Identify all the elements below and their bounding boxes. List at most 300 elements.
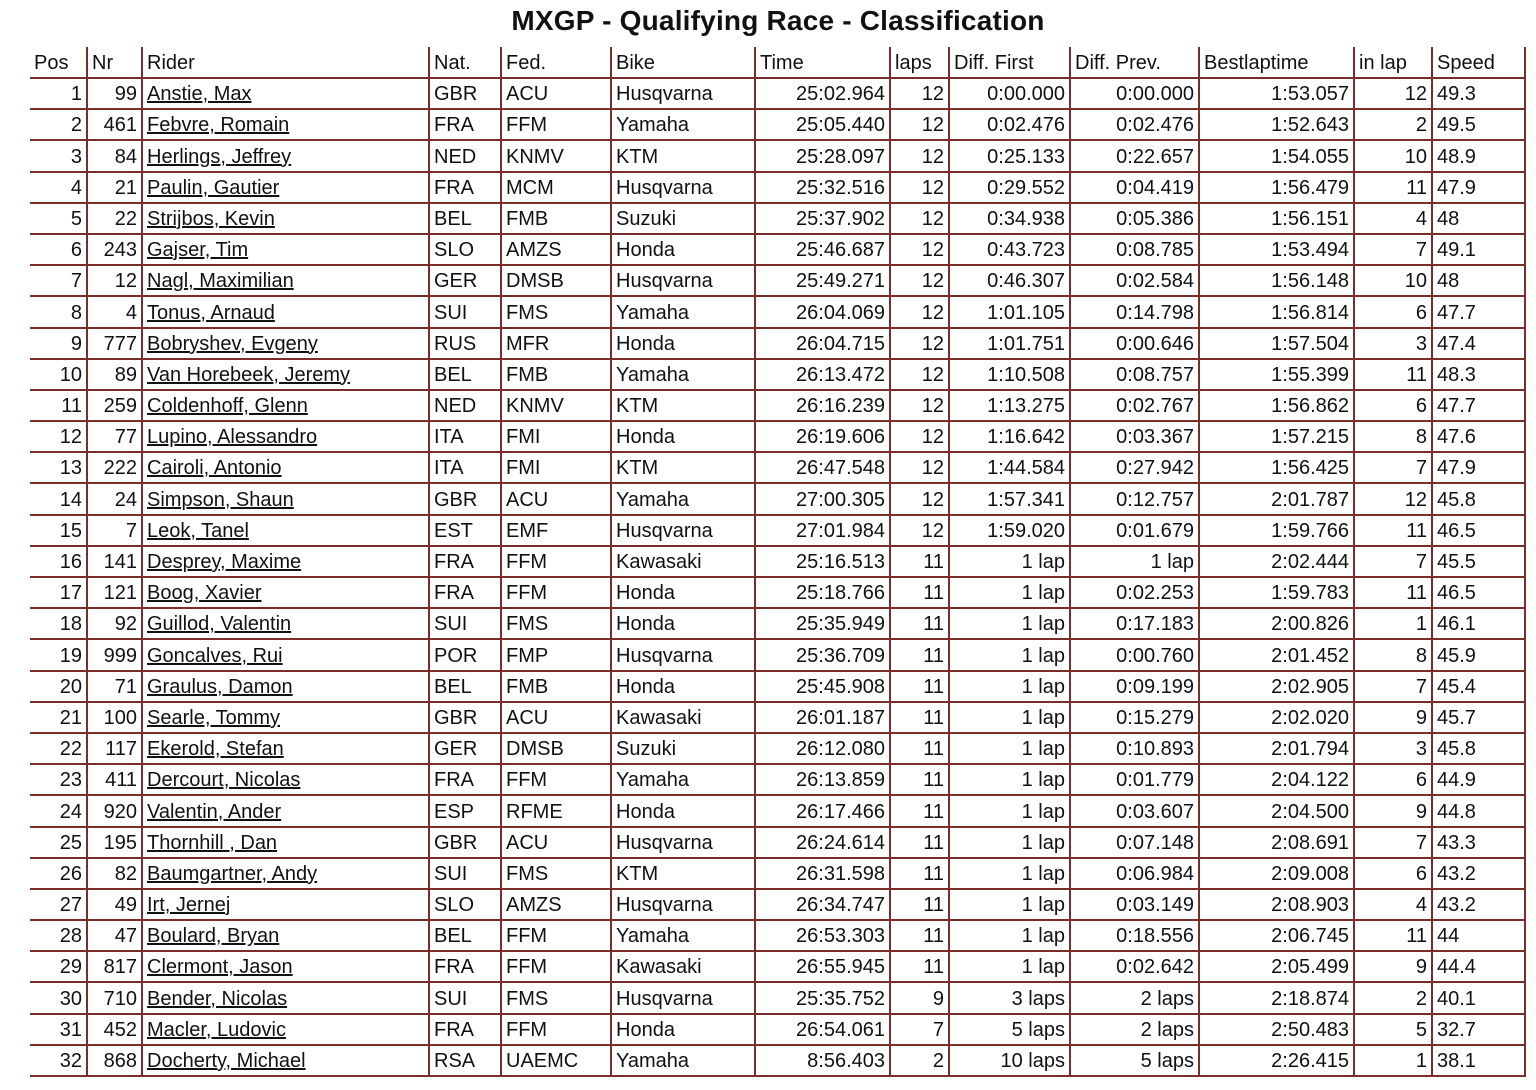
cell-nat: FRA — [430, 952, 502, 983]
cell-nr: 999 — [88, 640, 143, 671]
rider-link[interactable]: Boog, Xavier — [147, 582, 262, 605]
cell-nr: 117 — [88, 734, 143, 765]
cell-in-lap: 1 — [1355, 609, 1433, 640]
cell-fed: AMZS — [502, 890, 612, 921]
table-row — [30, 796, 1526, 827]
rider-link[interactable]: Lupino, Alessandro — [147, 426, 318, 449]
cell-laps: 9 — [891, 983, 950, 1014]
rider-link[interactable]: Dercourt, Nicolas — [147, 769, 301, 792]
cell-speed: 44 — [1433, 921, 1526, 952]
cell-bestlaptime: 1:59.766 — [1200, 516, 1355, 547]
cell-rider — [143, 828, 430, 859]
cell-laps: 12 — [891, 266, 950, 297]
cell-bestlaptime: 2:01.794 — [1200, 734, 1355, 765]
cell-nat: NED — [430, 141, 502, 172]
cell-bestlaptime: 2:01.452 — [1200, 640, 1355, 671]
cell-time: 25:45.908 — [756, 672, 891, 703]
cell-nr: 411 — [88, 765, 143, 796]
cell-pos: 17 — [30, 578, 88, 609]
cell-time: 26:31.598 — [756, 859, 891, 890]
cell-in-lap: 9 — [1355, 796, 1433, 827]
cell-rider — [143, 110, 430, 141]
cell-fed: FFM — [502, 578, 612, 609]
cell-fed: FMB — [502, 360, 612, 391]
cell-fed: KNMV — [502, 141, 612, 172]
cell-laps: 12 — [891, 141, 950, 172]
cell-nat: SUI — [430, 609, 502, 640]
cell-fed: FMB — [502, 204, 612, 235]
cell-nr: 259 — [88, 391, 143, 422]
cell-nr: 7 — [88, 516, 143, 547]
cell-fed: ACU — [502, 828, 612, 859]
cell-diff-first: 0:29.552 — [950, 173, 1071, 204]
cell-diff-first: 0:46.307 — [950, 266, 1071, 297]
table-row — [30, 609, 1526, 640]
cell-laps: 12 — [891, 110, 950, 141]
cell-speed: 46.5 — [1433, 578, 1526, 609]
cell-bestlaptime: 1:56.425 — [1200, 453, 1355, 484]
cell-fed: AMZS — [502, 235, 612, 266]
cell-bike: Kawasaki — [612, 547, 756, 578]
cell-diff-first: 1:13.275 — [950, 391, 1071, 422]
cell-nat: POR — [430, 640, 502, 671]
cell-diff-first: 1 lap — [950, 578, 1071, 609]
cell-time: 26:01.187 — [756, 703, 891, 734]
cell-bestlaptime: 1:53.494 — [1200, 235, 1355, 266]
rider-link[interactable]: Valentin, Ander — [147, 800, 282, 823]
cell-diff-prev: 0:00.000 — [1071, 79, 1200, 110]
cell-nat: FRA — [430, 578, 502, 609]
cell-time: 26:04.069 — [756, 297, 891, 328]
cell-bestlaptime: 2:04.122 — [1200, 765, 1355, 796]
cell-nr: 71 — [88, 672, 143, 703]
cell-nat: GBR — [430, 79, 502, 110]
cell-nr: 4 — [88, 297, 143, 328]
table-row — [30, 1046, 1526, 1077]
cell-pos: 1 — [30, 79, 88, 110]
cell-nr: 461 — [88, 110, 143, 141]
cell-time: 26:17.466 — [756, 796, 891, 827]
cell-speed: 47.9 — [1433, 453, 1526, 484]
cell-speed: 45.9 — [1433, 640, 1526, 671]
cell-time: 26:24.614 — [756, 828, 891, 859]
cell-nat: FRA — [430, 173, 502, 204]
cell-laps: 12 — [891, 516, 950, 547]
cell-in-lap: 11 — [1355, 921, 1433, 952]
cell-bestlaptime: 2:05.499 — [1200, 952, 1355, 983]
cell-fed: FMB — [502, 672, 612, 703]
table-row — [30, 578, 1526, 609]
cell-fed: ACU — [502, 484, 612, 515]
cell-in-lap: 9 — [1355, 703, 1433, 734]
cell-diff-first: 0:34.938 — [950, 204, 1071, 235]
cell-rider — [143, 952, 430, 983]
cell-fed: FFM — [502, 1015, 612, 1046]
cell-bike: Yamaha — [612, 297, 756, 328]
cell-bestlaptime: 2:08.691 — [1200, 828, 1355, 859]
rider-link[interactable]: Cairoli, Antonio — [147, 457, 282, 480]
rider-link[interactable]: Ekerold, Stefan — [147, 738, 284, 761]
cell-fed: FFM — [502, 952, 612, 983]
cell-time: 26:12.080 — [756, 734, 891, 765]
rider-link[interactable]: Gajser, Tim — [147, 239, 249, 262]
header-time: Time — [756, 47, 891, 79]
page-title: MXGP - Qualifying Race - Classification — [511, 5, 1045, 36]
cell-diff-prev: 0:01.779 — [1071, 765, 1200, 796]
cell-nr: 920 — [88, 796, 143, 827]
table-row — [30, 266, 1526, 297]
cell-bike: KTM — [612, 391, 756, 422]
cell-nr: 24 — [88, 484, 143, 515]
cell-diff-first: 1:16.642 — [950, 422, 1071, 453]
cell-time: 25:18.766 — [756, 578, 891, 609]
rider-link[interactable]: Graulus, Damon — [147, 675, 293, 698]
table-row — [30, 329, 1526, 360]
cell-speed: 48.3 — [1433, 360, 1526, 391]
rider-link[interactable]: Simpson, Shaun — [147, 488, 294, 511]
cell-bestlaptime: 2:50.483 — [1200, 1015, 1355, 1046]
cell-time: 26:04.715 — [756, 329, 891, 360]
cell-nat: SUI — [430, 297, 502, 328]
cell-bike: Honda — [612, 672, 756, 703]
cell-bestlaptime: 2:18.874 — [1200, 983, 1355, 1014]
rider-link[interactable]: Strijbos, Kevin — [147, 207, 275, 230]
cell-fed: FMI — [502, 422, 612, 453]
cell-in-lap: 8 — [1355, 640, 1433, 671]
cell-diff-prev: 0:07.148 — [1071, 828, 1200, 859]
header-fed: Fed. — [502, 47, 612, 79]
cell-fed: FMS — [502, 609, 612, 640]
rider-link[interactable]: Bender, Nicolas — [147, 987, 288, 1010]
cell-laps: 11 — [891, 734, 950, 765]
header-bike: Bike — [612, 47, 756, 79]
cell-time: 26:47.548 — [756, 453, 891, 484]
table-row — [30, 297, 1526, 328]
cell-time: 25:35.752 — [756, 983, 891, 1014]
cell-rider — [143, 1046, 430, 1077]
cell-speed: 47.4 — [1433, 329, 1526, 360]
cell-fed: FMS — [502, 297, 612, 328]
table-row — [30, 110, 1526, 141]
header-rider: Rider — [143, 47, 430, 79]
cell-speed: 32.7 — [1433, 1015, 1526, 1046]
cell-rider — [143, 329, 430, 360]
cell-diff-first: 1 lap — [950, 796, 1071, 827]
cell-in-lap: 4 — [1355, 204, 1433, 235]
cell-bike: KTM — [612, 453, 756, 484]
cell-rider — [143, 734, 430, 765]
cell-time: 8:56.403 — [756, 1046, 891, 1077]
cell-in-lap: 7 — [1355, 547, 1433, 578]
cell-fed: FFM — [502, 921, 612, 952]
cell-rider — [143, 266, 430, 297]
cell-nat: ITA — [430, 422, 502, 453]
cell-bike: Husqvarna — [612, 890, 756, 921]
cell-fed: FMS — [502, 983, 612, 1014]
cell-in-lap: 11 — [1355, 360, 1433, 391]
rider-link[interactable]: Van Horebeek, Jeremy — [147, 363, 351, 386]
rider-link[interactable]: Clermont, Jason — [147, 956, 293, 979]
rider-link[interactable]: Thornhill , Dan — [147, 831, 278, 854]
header-diff-first: Diff. First — [950, 47, 1071, 79]
cell-bestlaptime: 2:09.008 — [1200, 859, 1355, 890]
cell-rider — [143, 484, 430, 515]
cell-bestlaptime: 1:56.148 — [1200, 266, 1355, 297]
cell-pos: 31 — [30, 1015, 88, 1046]
cell-nat: BEL — [430, 360, 502, 391]
cell-in-lap: 6 — [1355, 391, 1433, 422]
cell-bike: Yamaha — [612, 110, 756, 141]
cell-fed: FMP — [502, 640, 612, 671]
cell-rider — [143, 1015, 430, 1046]
cell-speed: 48 — [1433, 266, 1526, 297]
rider-link[interactable]: Anstie, Max — [147, 83, 252, 106]
cell-fed: UAEMC — [502, 1046, 612, 1077]
cell-pos: 9 — [30, 329, 88, 360]
cell-nr: 222 — [88, 453, 143, 484]
cell-diff-first: 1 lap — [950, 859, 1071, 890]
cell-bike: Husqvarna — [612, 516, 756, 547]
cell-time: 26:53.303 — [756, 921, 891, 952]
cell-rider — [143, 547, 430, 578]
cell-bestlaptime: 1:56.479 — [1200, 173, 1355, 204]
cell-in-lap: 11 — [1355, 578, 1433, 609]
cell-laps: 11 — [891, 890, 950, 921]
cell-in-lap: 6 — [1355, 765, 1433, 796]
cell-bestlaptime: 2:02.444 — [1200, 547, 1355, 578]
cell-speed: 47.7 — [1433, 297, 1526, 328]
rider-link[interactable]: Tonus, Arnaud — [147, 301, 275, 324]
cell-time: 26:16.239 — [756, 391, 891, 422]
cell-diff-prev: 0:00.760 — [1071, 640, 1200, 671]
cell-in-lap: 4 — [1355, 890, 1433, 921]
cell-pos: 21 — [30, 703, 88, 734]
cell-diff-prev: 0:02.642 — [1071, 952, 1200, 983]
table-row — [30, 422, 1526, 453]
rider-link[interactable]: Coldenhoff, Glenn — [147, 395, 308, 418]
cell-diff-first: 1 lap — [950, 703, 1071, 734]
cell-pos: 22 — [30, 734, 88, 765]
cell-nr: 12 — [88, 266, 143, 297]
cell-laps: 11 — [891, 765, 950, 796]
cell-bike: Husqvarna — [612, 640, 756, 671]
cell-diff-prev: 0:00.646 — [1071, 329, 1200, 360]
cell-fed: KNMV — [502, 391, 612, 422]
cell-time: 26:19.606 — [756, 422, 891, 453]
cell-rider — [143, 765, 430, 796]
cell-nr: 47 — [88, 921, 143, 952]
cell-pos: 16 — [30, 547, 88, 578]
cell-fed: EMF — [502, 516, 612, 547]
cell-in-lap: 2 — [1355, 110, 1433, 141]
cell-laps: 12 — [891, 297, 950, 328]
rider-link[interactable]: Leok, Tanel — [147, 519, 249, 542]
cell-diff-first: 1 lap — [950, 828, 1071, 859]
cell-laps: 11 — [891, 703, 950, 734]
cell-time: 25:49.271 — [756, 266, 891, 297]
cell-diff-prev: 5 laps — [1071, 1046, 1200, 1077]
cell-diff-first: 1 lap — [950, 921, 1071, 952]
cell-pos: 2 — [30, 110, 88, 141]
rider-link[interactable]: Goncalves, Rui — [147, 644, 283, 667]
table-row — [30, 890, 1526, 921]
cell-nat: SUI — [430, 983, 502, 1014]
cell-nat: BEL — [430, 921, 502, 952]
cell-rider — [143, 422, 430, 453]
cell-speed: 45.5 — [1433, 547, 1526, 578]
cell-in-lap: 3 — [1355, 734, 1433, 765]
cell-rider — [143, 890, 430, 921]
results-body — [30, 79, 1526, 1077]
cell-rider — [143, 297, 430, 328]
cell-rider — [143, 453, 430, 484]
cell-diff-prev: 0:05.386 — [1071, 204, 1200, 235]
cell-diff-first: 1 lap — [950, 765, 1071, 796]
rider-link[interactable]: Desprey, Maxime — [147, 551, 302, 573]
cell-diff-first: 1:57.341 — [950, 484, 1071, 515]
cell-rider — [143, 141, 430, 172]
rider-link[interactable]: Bobryshev, Evgeny — [147, 332, 318, 355]
rider-link[interactable]: Searle, Tommy — [147, 706, 281, 729]
cell-laps: 11 — [891, 828, 950, 859]
cell-laps: 7 — [891, 1015, 950, 1046]
cell-laps: 11 — [891, 547, 950, 578]
rider-link[interactable]: Baumgartner, Andy — [147, 862, 318, 885]
cell-pos: 14 — [30, 484, 88, 515]
cell-bike: Suzuki — [612, 734, 756, 765]
table-row — [30, 391, 1526, 422]
rider-link[interactable]: Paulin, Gautier — [147, 176, 280, 199]
rider-link[interactable]: Febvre, Romain — [147, 114, 290, 137]
cell-bestlaptime: 2:02.020 — [1200, 703, 1355, 734]
cell-nr: 452 — [88, 1015, 143, 1046]
rider-link[interactable]: Guillod, Valentin — [147, 613, 292, 636]
header-speed: Speed — [1433, 47, 1526, 79]
cell-nat: FRA — [430, 765, 502, 796]
cell-diff-prev: 2 laps — [1071, 983, 1200, 1014]
rider-link[interactable]: Herlings, Jeffrey — [147, 145, 292, 168]
cell-bestlaptime: 1:54.055 — [1200, 141, 1355, 172]
cell-diff-prev: 2 laps — [1071, 1015, 1200, 1046]
cell-diff-first: 1 lap — [950, 547, 1071, 578]
cell-diff-prev: 0:27.942 — [1071, 453, 1200, 484]
cell-bestlaptime: 1:56.862 — [1200, 391, 1355, 422]
cell-rider — [143, 578, 430, 609]
rider-link[interactable]: Nagl, Maximilian — [147, 270, 294, 293]
cell-laps: 12 — [891, 79, 950, 110]
cell-laps: 12 — [891, 329, 950, 360]
cell-time: 25:37.902 — [756, 204, 891, 235]
table-row — [30, 703, 1526, 734]
cell-bestlaptime: 1:55.399 — [1200, 360, 1355, 391]
cell-bestlaptime: 2:04.500 — [1200, 796, 1355, 827]
cell-speed: 47.9 — [1433, 173, 1526, 204]
cell-laps: 12 — [891, 453, 950, 484]
cell-speed: 45.7 — [1433, 703, 1526, 734]
cell-time: 25:36.709 — [756, 640, 891, 671]
cell-time: 25:02.964 — [756, 79, 891, 110]
rider-link[interactable]: Boulard, Bryan — [147, 925, 280, 948]
table-row — [30, 672, 1526, 703]
cell-diff-prev: 0:03.607 — [1071, 796, 1200, 827]
cell-speed: 45.8 — [1433, 484, 1526, 515]
header-diff-prev: Diff. Prev. — [1071, 47, 1200, 79]
table-row — [30, 983, 1526, 1014]
cell-in-lap: 10 — [1355, 266, 1433, 297]
cell-diff-first: 1 lap — [950, 952, 1071, 983]
cell-rider — [143, 609, 430, 640]
rider-link[interactable]: Docherty, Michael — [147, 1050, 306, 1072]
cell-speed: 47.6 — [1433, 422, 1526, 453]
cell-nr: 141 — [88, 547, 143, 578]
cell-pos: 28 — [30, 921, 88, 952]
cell-speed: 48 — [1433, 204, 1526, 235]
cell-bike: Yamaha — [612, 484, 756, 515]
cell-pos: 4 — [30, 173, 88, 204]
cell-diff-first: 1:01.105 — [950, 297, 1071, 328]
rider-link[interactable]: Irt, Jernej — [147, 894, 231, 917]
cell-speed: 38.1 — [1433, 1046, 1526, 1077]
cell-nat: FRA — [430, 1015, 502, 1046]
cell-fed: DMSB — [502, 266, 612, 297]
cell-nat: EST — [430, 516, 502, 547]
cell-time: 25:28.097 — [756, 141, 891, 172]
cell-rider — [143, 921, 430, 952]
cell-diff-prev: 0:17.183 — [1071, 609, 1200, 640]
cell-diff-prev: 0:04.419 — [1071, 173, 1200, 204]
cell-diff-prev: 1 lap — [1071, 547, 1200, 578]
header-bestlaptime: Bestlaptime — [1200, 47, 1355, 79]
cell-diff-prev: 0:03.367 — [1071, 422, 1200, 453]
cell-nr: 82 — [88, 859, 143, 890]
cell-nat: ITA — [430, 453, 502, 484]
table-row — [30, 921, 1526, 952]
cell-bike: Honda — [612, 609, 756, 640]
cell-laps: 11 — [891, 952, 950, 983]
cell-rider — [143, 983, 430, 1014]
cell-nr: 868 — [88, 1046, 143, 1077]
cell-pos: 20 — [30, 672, 88, 703]
cell-bike: Kawasaki — [612, 952, 756, 983]
cell-speed: 43.3 — [1433, 828, 1526, 859]
cell-bike: Husqvarna — [612, 79, 756, 110]
cell-nat: SLO — [430, 890, 502, 921]
cell-time: 27:01.984 — [756, 516, 891, 547]
cell-pos: 24 — [30, 796, 88, 827]
cell-time: 25:16.513 — [756, 547, 891, 578]
cell-nat: ESP — [430, 796, 502, 827]
header-laps: laps — [891, 47, 950, 79]
cell-diff-first: 0:25.133 — [950, 141, 1071, 172]
cell-bestlaptime: 2:06.745 — [1200, 921, 1355, 952]
cell-speed: 44.9 — [1433, 765, 1526, 796]
rider-link[interactable]: Macler, Ludovic — [147, 1018, 286, 1041]
cell-nr: 92 — [88, 609, 143, 640]
cell-rider — [143, 360, 430, 391]
cell-nat: FRA — [430, 110, 502, 141]
cell-nat: SLO — [430, 235, 502, 266]
cell-speed: 45.8 — [1433, 734, 1526, 765]
cell-nr: 84 — [88, 141, 143, 172]
cell-laps: 11 — [891, 859, 950, 890]
cell-diff-first: 3 laps — [950, 983, 1071, 1014]
cell-in-lap: 10 — [1355, 141, 1433, 172]
table-row — [30, 453, 1526, 484]
cell-rider — [143, 516, 430, 547]
table-row — [30, 859, 1526, 890]
cell-fed: ACU — [502, 703, 612, 734]
cell-nr: 99 — [88, 79, 143, 110]
